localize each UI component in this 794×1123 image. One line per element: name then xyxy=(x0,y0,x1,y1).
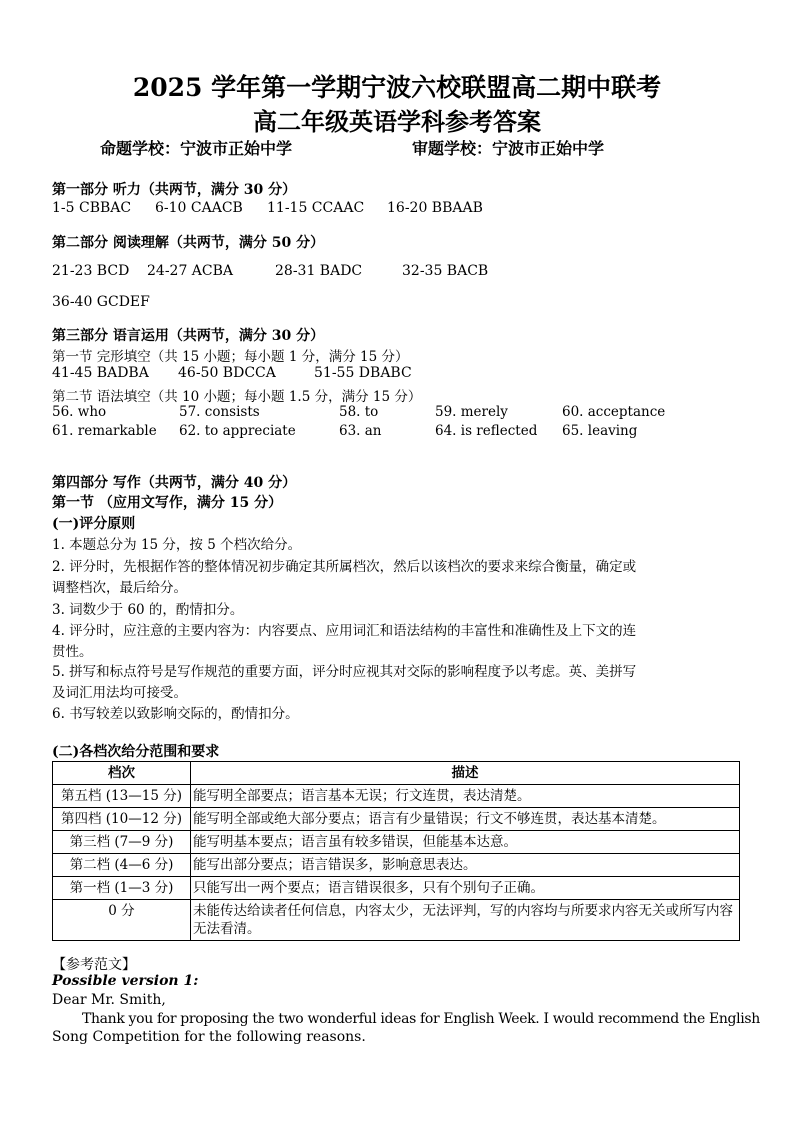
essay-line: Thank you for proposing the two wonderful ideas for English Week. I would recommend the English xyxy=(82,1011,760,1027)
principle-item: 2. 评分时，先根据作答的整体情况初步确定其所属档次，然后以该档次的要求来综合衡量，确定或 xyxy=(52,559,637,575)
sample-heading: 【参考范文】 xyxy=(52,957,136,973)
level-cell: 第三档 (7—9 分) xyxy=(53,831,191,854)
part1-heading: 第一部分 听力（共两节，满分 30 分） xyxy=(52,182,297,198)
essay-line: Song Competition for the following reasons. xyxy=(52,1029,366,1045)
part2-answer: 21-23 BCD xyxy=(52,263,130,279)
desc-cell: 能写明基本要点；语言虽有较多错误，但能基本达意。 xyxy=(191,831,740,854)
level-cell: 0 分 xyxy=(53,900,191,941)
part2-answer: 24-27 ACBA xyxy=(147,263,234,279)
grading-table xyxy=(52,761,740,941)
part1-answer: 1-5 CBBAC xyxy=(52,200,132,216)
principles-heading: (一)评分原则 xyxy=(52,516,136,532)
grammar-answer: 64. is reflected xyxy=(435,423,538,439)
principle-item: 3. 词数少于 60 的，酌情扣分。 xyxy=(52,602,244,618)
version-label: Possible version 1: xyxy=(52,973,199,989)
table-row xyxy=(53,808,740,831)
desc-cell: 能写明全部或绝大部分要点；语言有少量错误；行文不够连贯，表达基本清楚。 xyxy=(191,808,740,831)
part3-heading: 第三部分 语言运用（共两节，满分 30 分） xyxy=(52,328,325,344)
table-row xyxy=(53,877,740,900)
part2-answer: 32-35 BACB xyxy=(402,263,489,279)
desc-cell: 只能写出一两个要点；语言错误很多，只有个别句子正确。 xyxy=(191,877,740,900)
principle-item: 1. 本题总分为 15 分，按 5 个档次给分。 xyxy=(52,537,302,553)
document-title: 2025 学年第一学期宁波六校联盟高二期中联考 xyxy=(132,73,662,102)
part2-answer: 36-40 GCDEF xyxy=(52,294,150,310)
table-row xyxy=(53,854,740,877)
principle-item: 4. 评分时，应注意的主要内容为：内容要点、应用词汇和语法结构的丰富性和准确性及上下文的连 xyxy=(52,623,637,639)
part1-answer: 16-20 BBAAB xyxy=(387,200,483,216)
level-cell: 第二档 (4—6 分) xyxy=(53,854,191,877)
level-cell: 第四档 (10—12 分) xyxy=(53,808,191,831)
table-header: 描述 xyxy=(191,762,740,785)
grammar-answer: 60. acceptance xyxy=(562,404,666,420)
level-cell: 第五档 (13—15 分) xyxy=(53,785,191,808)
desc-cell: 能写明全部要点；语言基本无误；行文连贯，表达清楚。 xyxy=(191,785,740,808)
grammar-answer: 65. leaving xyxy=(562,423,638,439)
grammar-answer: 61. remarkable xyxy=(52,423,157,439)
table-row xyxy=(53,785,740,808)
grammar-answer: 62. to appreciate xyxy=(179,423,296,439)
part2-answer: 28-31 BADC xyxy=(275,263,363,279)
desc-cell: 未能传达给读者任何信息，内容太少，无法评判，写的内容均与所要求内容无关或所写内容无法看清。 xyxy=(191,900,740,941)
setter-school: 命题学校：宁波市正始中学 xyxy=(100,139,293,158)
level-cell: 第一档 (1—3 分) xyxy=(53,877,191,900)
part1-answer: 11-15 CCAAC xyxy=(267,200,365,216)
table-heading: (二)各档次给分范围和要求 xyxy=(52,744,220,760)
salutation: Dear Mr. Smith, xyxy=(52,992,166,1008)
table-row xyxy=(53,831,740,854)
document-subtitle: 高二年级英语学科参考答案 xyxy=(253,107,541,136)
grammar-heading: 第二节 语法填空（共 10 小题；每小题 1.5 分，满分 15 分） xyxy=(52,389,422,405)
grammar-answer: 63. an xyxy=(339,423,382,439)
desc-cell: 能写出部分要点；语言错误多，影响意思表达。 xyxy=(191,854,740,877)
grammar-answer: 57. consists xyxy=(179,404,260,420)
principle-item: 及词汇用法均可接受。 xyxy=(52,685,187,701)
cloze-answer: 41-45 BADBA xyxy=(52,365,149,381)
grammar-answer: 58. to xyxy=(339,404,379,420)
cloze-answer: 46-50 BDCCA xyxy=(178,365,276,381)
cloze-heading: 第一节 完形填空（共 15 小题；每小题 1 分，满分 15 分） xyxy=(52,349,409,365)
writing-sec1-heading: 第一节 （应用文写作，满分 15 分） xyxy=(52,495,283,511)
cloze-answer: 51-55 DBABC xyxy=(314,365,412,381)
grammar-answer: 56. who xyxy=(52,404,107,420)
reviewer-school: 审题学校：宁波市正始中学 xyxy=(412,139,605,158)
part1-answer: 6-10 CAACB xyxy=(155,200,243,216)
principle-item: 调整档次，最后给分。 xyxy=(52,580,187,596)
principle-item: 5. 拼写和标点符号是写作规范的重要方面，评分时应视其对交际的影响程度予以考虑。英、美拼写 xyxy=(52,664,637,680)
part4-heading: 第四部分 写作（共两节，满分 40 分） xyxy=(52,475,297,491)
grammar-answer: 59. merely xyxy=(435,404,508,420)
table-row xyxy=(53,900,740,941)
table-header: 档次 xyxy=(53,762,191,785)
table-header-row xyxy=(53,762,740,785)
principle-item: 贯性。 xyxy=(52,644,93,660)
principle-item: 6. 书写较差以致影响交际的，酌情扣分。 xyxy=(52,706,299,722)
part2-heading: 第二部分 阅读理解（共两节，满分 50 分） xyxy=(52,235,325,251)
